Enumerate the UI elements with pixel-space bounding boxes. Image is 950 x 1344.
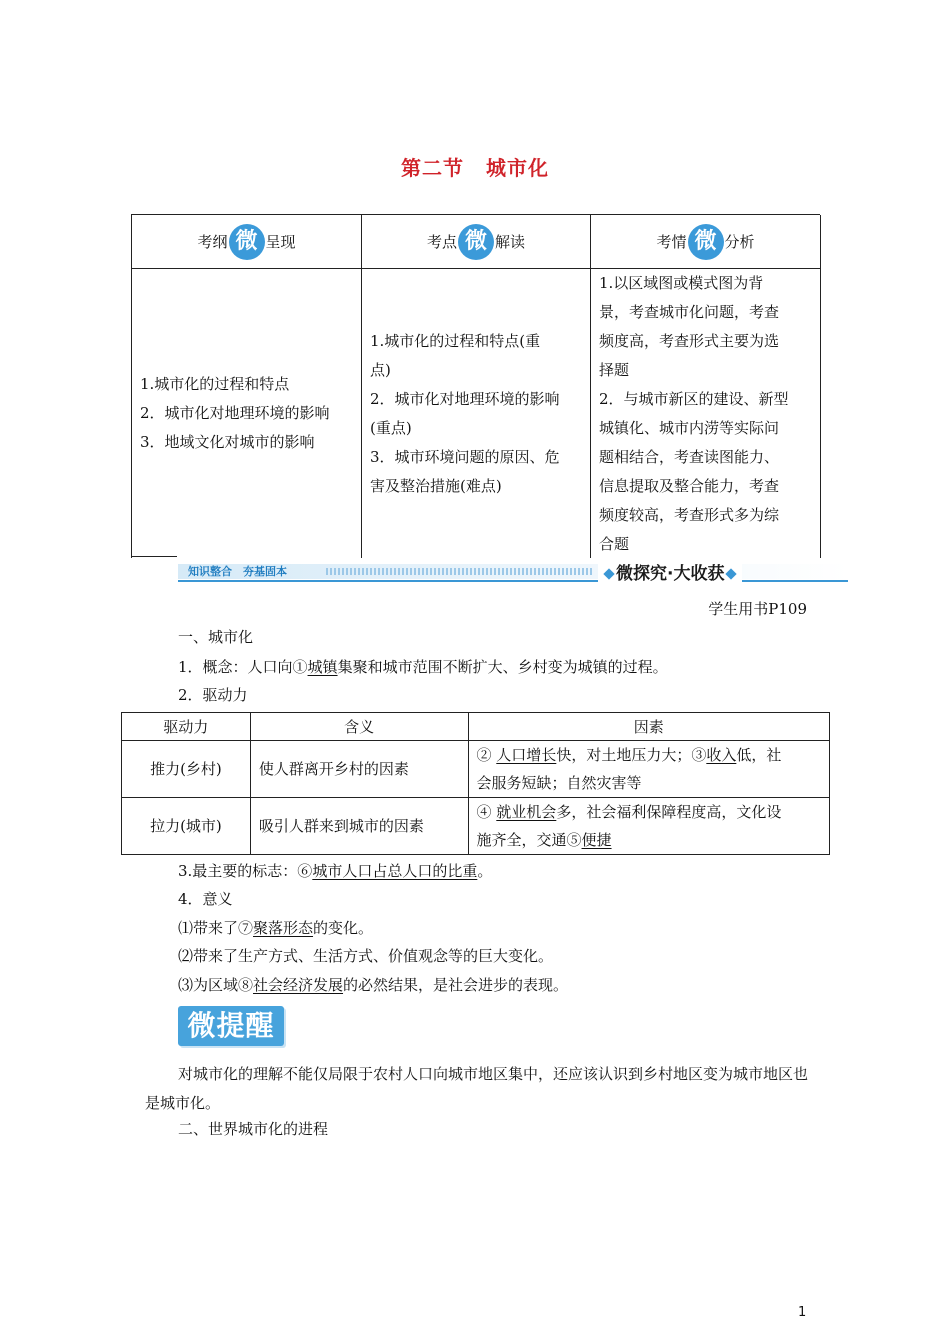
dots-divider-icon (326, 568, 594, 575)
overview-col-outline (132, 215, 362, 558)
banner-title: 微探究·大收获 (598, 559, 742, 584)
tip-paragraph: 对城市化的理解不能仅局限于农村人口向城市地区集中，还应该认识到乡村地区变为城市地区也是城市化。 (145, 1065, 809, 1112)
overview-header: 考点 微 解读 (362, 215, 590, 269)
table-header-row: 驱动力 含义 因素 (122, 713, 830, 741)
meaning-item: ⑶为区域⑧社会经济发展的必然结果，是社会进步的表现。 (178, 976, 569, 994)
overview-col-points (362, 215, 591, 558)
concept-line: 1．概念：人口向①城镇集聚和城市范围不断扩大、乡村变为城镇的过程。 (178, 658, 668, 676)
overview-table (131, 214, 820, 558)
overview-header: 考情 微 分析 (591, 215, 820, 269)
section-heading: 一、城市化 (178, 628, 254, 646)
title-topic: 城市化 (486, 156, 549, 180)
overview-cell: 1.城市化的过程和特点(重 点) 2．城市化对地理环境的影响 (重点) 3．城市环境问题的原因、危 害及整治措施(难点) (370, 331, 560, 495)
overview-cell: 1.城市化的过程和特点 2．城市化对地理环境的影响 3．地域文化对城市的影响 (140, 375, 330, 451)
driving-force-table (121, 712, 830, 855)
banner-left-label: 知识整合 夯基固本 (188, 565, 287, 578)
title-section: 第二节 (401, 156, 464, 180)
diamond-icon (726, 568, 737, 579)
overview-header: 考纲 微 呈现 (132, 215, 361, 269)
subsection-heading: 2．驱动力 (178, 686, 248, 704)
sign-line: 3.最主要的标志：⑥城市人口占总人口的比重。 (178, 862, 493, 880)
table-row: 拉力(城市) 吸引人群来到城市的因素 ④ 就业机会多，社会福利保障程度高，文化设 施齐全，交通⑤便捷 (122, 798, 830, 855)
subsection-heading: 4．意义 (178, 890, 233, 908)
meaning-item: ⑵带来了生产方式、生活方式、价值观念等的巨大变化。 (178, 947, 554, 965)
overview-cell: 1.以区域图或模式图为背 景，考查城市化问题，考查 频度高，考查形式主要为选 择题 2．与城市新区的建设、新型 城镇化、城市内涝等实际问 题相结合，考查读图能力、 信息提取及整合能力，考查 频度较高，考查形式多为综 合题 (599, 273, 789, 553)
page-title (0, 152, 950, 181)
tip-badge: 微提醒 (178, 1006, 284, 1046)
page-number: 1 (798, 1305, 807, 1320)
table-divider (131, 556, 177, 557)
wei-badge-icon: 微 (229, 224, 265, 260)
overview-col-analysis (591, 215, 821, 558)
wei-badge-icon: 微 (458, 224, 494, 260)
table-row: 推力(乡村) 使人群离开乡村的因素 ② 人口增长快，对土地压力大；③收入低，社 会服务短缺；自然灾害等 (122, 741, 830, 798)
section-heading: 二、世界城市化的进程 (178, 1120, 329, 1138)
diamond-icon (603, 568, 614, 579)
wei-badge-icon: 微 (688, 224, 724, 260)
book-reference: 学生用书P109 (708, 600, 807, 618)
section-banner (178, 562, 848, 588)
meaning-item: ⑴带来了⑦聚落形态的变化。 (178, 919, 374, 937)
